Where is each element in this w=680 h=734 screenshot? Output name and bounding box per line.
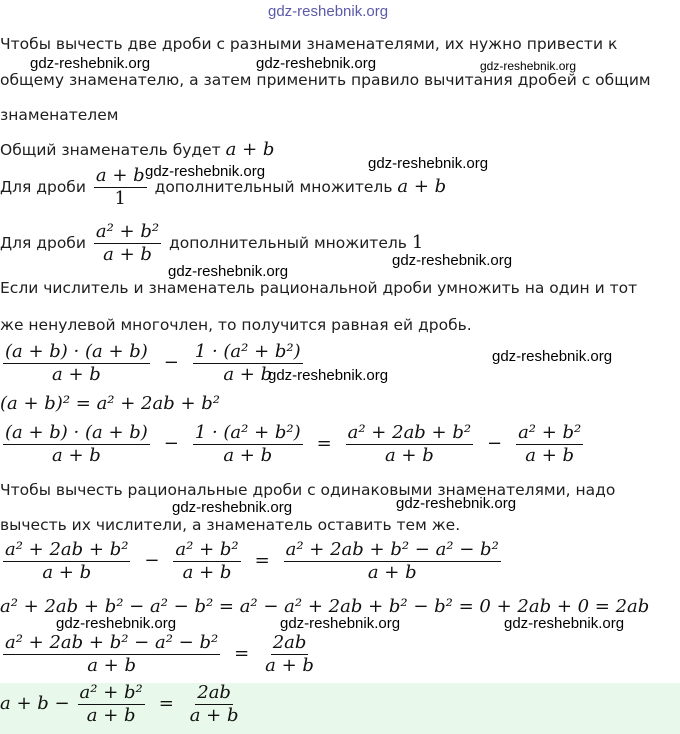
fraction-denominator: a + b bbox=[103, 244, 152, 265]
watermark: gdz-reshebnik.org bbox=[268, 367, 389, 384]
fraction-combined bbox=[284, 540, 501, 583]
fraction-denominator: a + b bbox=[367, 562, 417, 583]
fraction-numerator: a² + b² bbox=[175, 539, 239, 560]
fraction-numerator: a² + 2ab + b² bbox=[5, 539, 129, 560]
rule-line-1: Если числитель и знаменатель рациональной дроби умножить на один и тот bbox=[0, 279, 638, 297]
fraction-numerator: a² + 2ab + b² − a² − b² bbox=[5, 632, 219, 653]
fraction-denominator: a + b bbox=[223, 445, 273, 466]
extra-factor-value: a + b bbox=[397, 176, 447, 197]
fraction-denominator: a + b bbox=[384, 445, 434, 466]
fraction-numerator: 1 · (a² + b²) bbox=[194, 341, 301, 362]
equals-sign: = bbox=[158, 693, 174, 714]
fraction-extended-1 bbox=[3, 342, 150, 385]
extended-fractions-eq bbox=[0, 342, 306, 385]
watermark: gdz-reshebnik.org bbox=[30, 55, 151, 72]
fraction-denominator: a + b bbox=[52, 364, 101, 385]
square-expansion: (a + b)² = a² + 2ab + b² bbox=[0, 393, 221, 414]
numerator-simplification: a² + 2ab + b² − a² − b² = a² − a² + 2ab + b² − b² = 0 + 2ab + 0 = 2ab bbox=[0, 596, 650, 617]
fraction-a2b2 bbox=[173, 540, 240, 583]
fraction-denominator: a + b bbox=[223, 364, 273, 385]
watermark: gdz-reshebnik.org bbox=[145, 163, 266, 180]
same-den-line-1: Чтобы вычесть рациональные дроби с одинаковыми знаменателями, надо bbox=[0, 481, 616, 499]
fraction-numerator: 2ab bbox=[272, 632, 307, 653]
second-fraction-line bbox=[0, 222, 423, 265]
fraction-numerator: a² + b² bbox=[95, 221, 160, 242]
watermark: gdz-reshebnik.org bbox=[368, 155, 489, 172]
minus-sign: − bbox=[144, 550, 160, 571]
watermark: gdz-reshebnik.org bbox=[256, 55, 377, 72]
fraction-a2b2 bbox=[516, 423, 583, 466]
for-fraction-label: Для дроби bbox=[0, 234, 86, 252]
combine-numerators-eq bbox=[0, 540, 504, 583]
common-denominator-line bbox=[0, 139, 274, 160]
fraction-numerator: 2ab bbox=[197, 682, 231, 703]
fraction-expanded bbox=[3, 540, 130, 583]
watermark: gdz-reshebnik.org bbox=[168, 263, 289, 280]
extra-factor-label: дополнительный множитель bbox=[154, 178, 393, 196]
fraction-a2b2 bbox=[78, 683, 145, 726]
intro-line-1: Чтобы вычесть две дроби с разными знаменателями, их нужно привести к bbox=[0, 35, 618, 53]
minus-sign: − bbox=[487, 433, 503, 454]
fraction-numerator: a² + 2ab + b² bbox=[347, 422, 472, 443]
fraction-ab-over-1 bbox=[94, 166, 147, 209]
common-den-label: Общий знаменатель будет bbox=[0, 141, 221, 159]
fraction-extended-2 bbox=[193, 423, 303, 466]
watermark: gdz-reshebnik.org bbox=[396, 495, 517, 512]
fraction-denominator: 1 bbox=[114, 188, 126, 209]
fraction-combined bbox=[3, 633, 220, 676]
fraction-numerator: a² + 2ab + b² − a² − b² bbox=[285, 539, 499, 560]
fraction-denominator: a + b bbox=[189, 705, 239, 726]
equals-sign: = bbox=[254, 550, 270, 571]
fraction-denominator: a + b bbox=[265, 655, 314, 676]
fraction-denominator: a + b bbox=[525, 445, 575, 466]
fraction-a2b2-over-ab bbox=[94, 222, 161, 265]
watermark: gdz-reshebnik.org bbox=[56, 615, 177, 632]
intro-line-3: знаменателем bbox=[0, 106, 119, 124]
watermark: gdz-reshebnik.org bbox=[392, 252, 513, 269]
minus-sign: − bbox=[163, 433, 179, 454]
intro-line-2: общему знаменателю, а затем применить правило вычитания дробей с общим bbox=[0, 71, 651, 89]
fraction-result bbox=[263, 633, 316, 676]
extra-factor-value: 1 bbox=[411, 232, 424, 253]
fraction-numerator: (a + b) · (a + b) bbox=[5, 341, 148, 362]
equals-sign: = bbox=[316, 433, 332, 454]
watermark: gdz-reshebnik.org bbox=[172, 499, 293, 516]
fraction-extended-1 bbox=[3, 423, 150, 466]
watermark: gdz-reshebnik.org bbox=[492, 348, 613, 365]
result-eq bbox=[0, 633, 319, 676]
fraction-numerator: (a + b) · (a + b) bbox=[5, 422, 148, 443]
fraction-numerator: a² + b² bbox=[79, 682, 143, 703]
for-fraction-label: Для дроби bbox=[0, 178, 86, 196]
fraction-numerator: a + b bbox=[95, 165, 145, 186]
fraction-expanded bbox=[346, 423, 473, 466]
fraction-denominator: a + b bbox=[182, 562, 232, 583]
extra-factor-label: дополнительный множитель bbox=[169, 234, 407, 252]
watermark: gdz-reshebnik.org bbox=[480, 59, 577, 73]
fraction-denominator: a + b bbox=[86, 705, 136, 726]
fraction-answer bbox=[188, 683, 241, 726]
fraction-denominator: a + b bbox=[42, 562, 92, 583]
answer-lhs: a + b − bbox=[0, 693, 70, 714]
minus-sign: − bbox=[163, 352, 179, 373]
fraction-numerator: a² + b² bbox=[518, 422, 582, 443]
fraction-numerator: 1 · (a² + b²) bbox=[194, 422, 301, 443]
substituted-eq bbox=[0, 423, 586, 466]
answer-eq bbox=[0, 683, 244, 726]
same-den-line-2: вычесть их числители, а знаменатель оставить тем же. bbox=[0, 516, 461, 534]
watermark: gdz-reshebnik.org bbox=[504, 615, 625, 632]
equals-sign: = bbox=[234, 643, 250, 664]
fraction-denominator: a + b bbox=[87, 655, 136, 676]
common-den-expr: a + b bbox=[225, 139, 275, 160]
top-watermark[interactable]: gdz-reshebnik.org bbox=[268, 3, 389, 20]
watermark: gdz-reshebnik.org bbox=[280, 615, 401, 632]
rule-line-2: же ненулевой многочлен, то получится равная ей дробь. bbox=[0, 316, 472, 334]
fraction-denominator: a + b bbox=[52, 445, 101, 466]
